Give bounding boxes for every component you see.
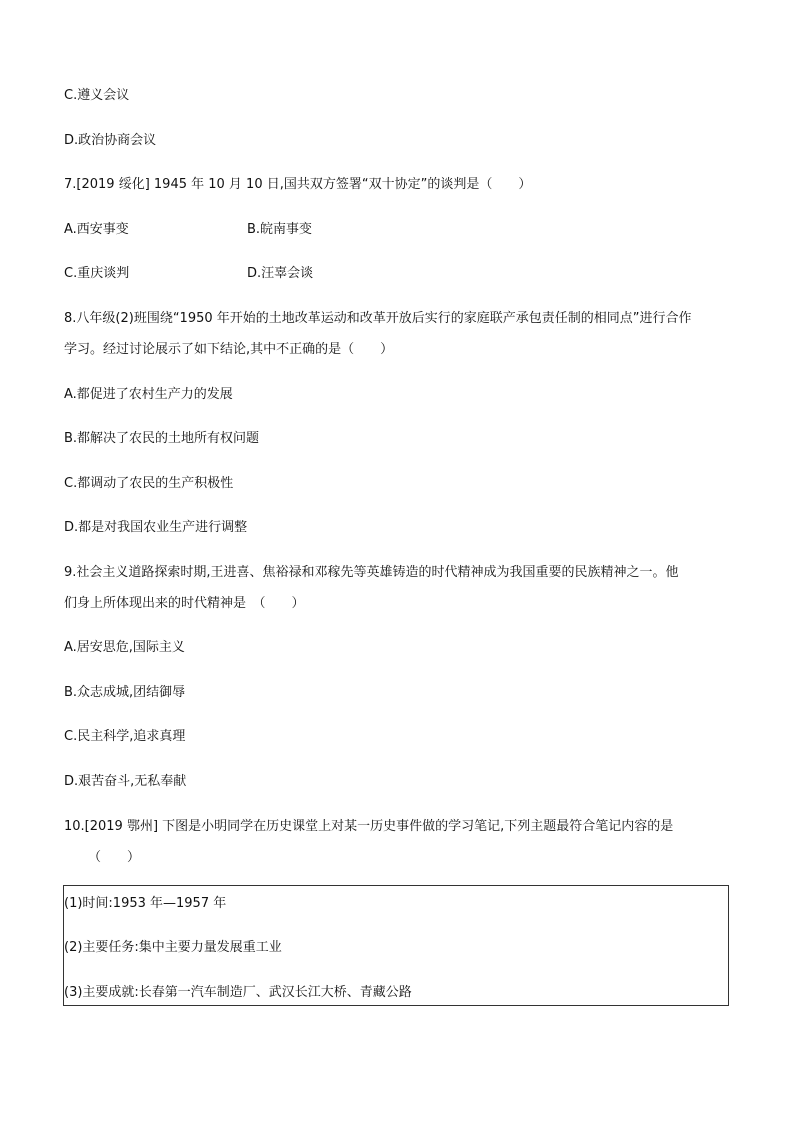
q7-option-a: A.西安事变 (64, 222, 129, 237)
q7-stem: 7.[2019 绥化] 1945 年 10 月 10 日,国共双方签署“双十协定”的谈判是（ ） (64, 177, 532, 192)
q7-option-b: B.皖南事变 (247, 222, 313, 237)
q9-stem-line2: 们身上所体现出来的时代精神是 （ ） (64, 596, 305, 611)
note-time: (1)时间:1953 年—1957 年 (64, 896, 227, 911)
q9-option-b: B.众志成城,团结御辱 (64, 685, 186, 700)
note-task: (2)主要任务:集中主要力量发展重工业 (64, 940, 282, 955)
q8-stem-line2: 学习。经过讨论展示了如下结论,其中不正确的是（ ） (64, 342, 394, 357)
q8-option-a: A.都促进了农村生产力的发展 (64, 387, 233, 402)
q9-option-d: D.艰苦奋斗,无私奉献 (64, 774, 187, 789)
q9-option-c: C.民主科学,追求真理 (64, 729, 186, 744)
q8-option-d: D.都是对我国农业生产进行调整 (64, 520, 248, 535)
q8-option-b: B.都解决了农民的土地所有权问题 (64, 431, 260, 446)
note-achievement: (3)主要成就:长春第一汽车制造厂、武汉长江大桥、青藏公路 (64, 985, 412, 1000)
q10-answer-blank: （ ） (88, 850, 141, 865)
q9-option-a: A.居安思危,国际主义 (64, 640, 185, 655)
q6-option-c: C.遵义会议 (64, 88, 130, 103)
q6-option-d: D.政治协商会议 (64, 133, 157, 148)
q8-stem-line1: 8.八年级(2)班围绕“1950 年开始的土地改革运动和改革开放后实行的家庭联产承包责任制的相同点”进行合作 (64, 311, 692, 326)
q8-option-c: C.都调动了农民的生产积极性 (64, 476, 234, 491)
q7-option-c: C.重庆谈判 (64, 266, 130, 281)
study-notes-box (63, 885, 729, 1006)
q9-stem-line1: 9.社会主义道路探索时期,王进喜、焦裕禄和邓稼先等英雄铸造的时代精神成为我国重要的民族精神之一。他 (64, 565, 679, 580)
q10-stem: 10.[2019 鄂州] 下图是小明同学在历史课堂上对某一历史事件做的学习笔记,下列主题最符合笔记内容的是 (64, 819, 674, 834)
q7-option-d: D.汪辜会谈 (247, 266, 314, 281)
